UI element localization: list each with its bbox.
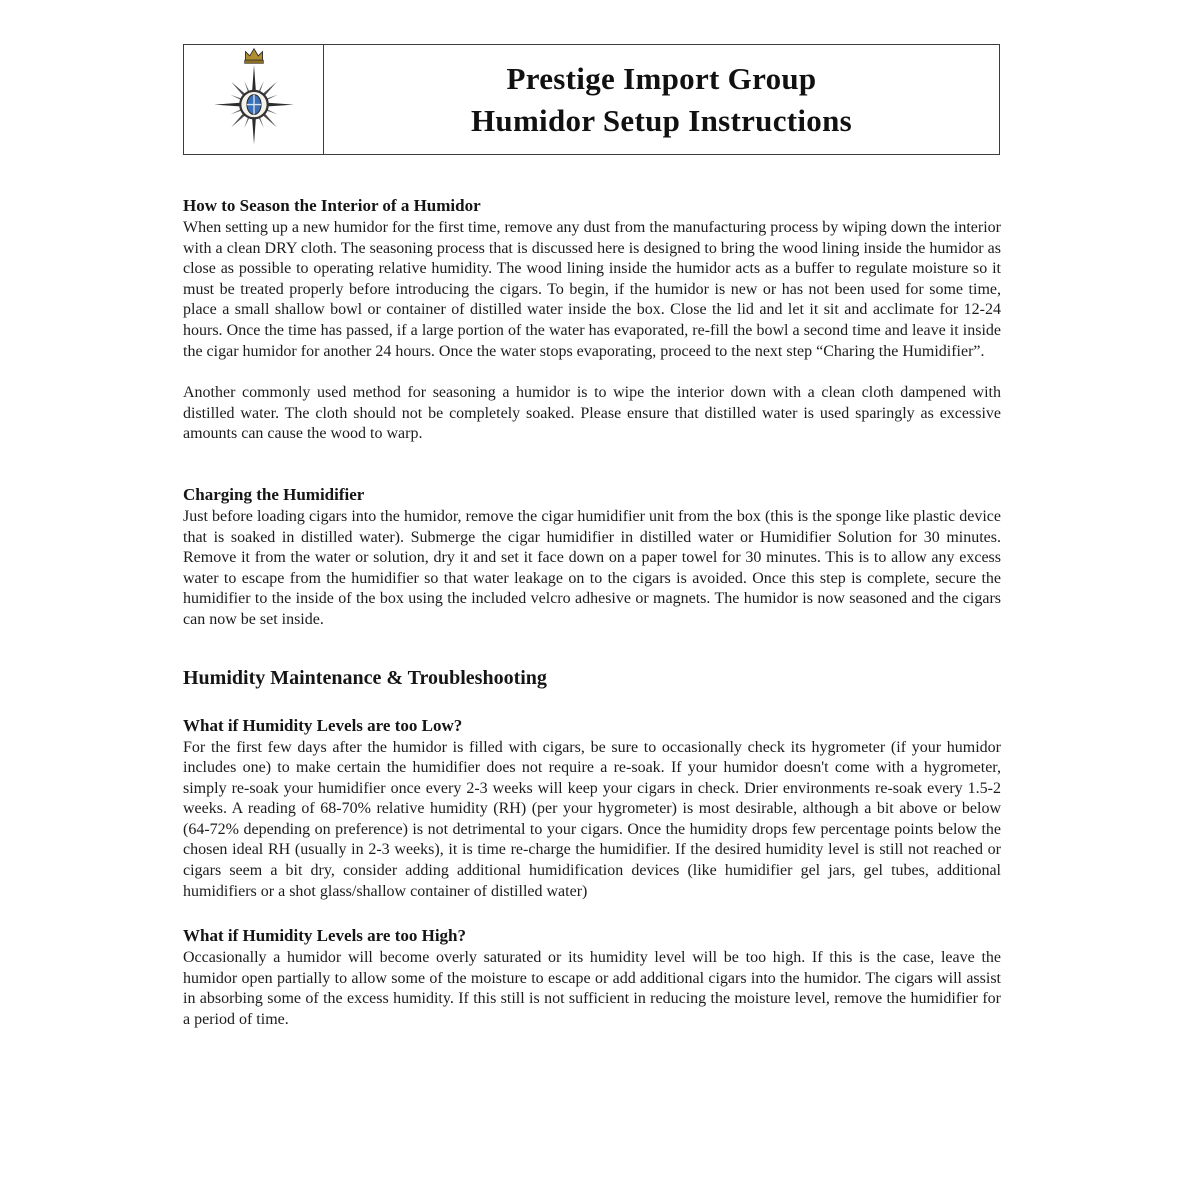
header-title-block	[324, 45, 999, 154]
prestige-star-emblem-icon	[206, 45, 302, 154]
document-header	[183, 44, 1000, 155]
section-heading-seasoning: How to Season the Interior of a Humidor	[183, 196, 481, 215]
section-heading-charging: Charging the Humidifier	[183, 484, 365, 504]
document-title-line2: Humidor Setup Instructions	[470, 102, 853, 138]
section-heading-humidity-high: What if Humidity Levels are too High?	[183, 926, 467, 946]
document-body	[183, 196, 1001, 1031]
section-heading-humidity-low: What if Humidity Levels are too Low?	[183, 715, 463, 735]
section-heading-maintenance: Humidity Maintenance & Troubleshooting	[183, 666, 547, 689]
logo-cell	[184, 45, 324, 154]
paragraph-humidity-low: For the first few days after the humidor is filled with cigars, be sure to occasionally check its hygrometer (if your humidor includes one) to make certain the humidifier does not require a re-soak. If your humidor doesn't come with a hygrometer, simply re-soak your humidifier once every 2-3 weeks will keep your cigars in check. Drier environments re-soak every 1.5-2 weeks. A reading of 68-70% relative humidity (RH) (per your hygrometer) is most desirable, although a bit above or below (64-72% depending on preference) is not detrimental to your cigars. Once the humidity drops few percentage points below the chosen ideal RH (usually in 2-3 weeks), it is time re-charge the humidifier. If the desired humidity level is still not reached or cigars seem a bit dry, consider adding additional humidification devices (like humidifier gel jars, gel tubes, additional humidifiers or a shot glass/shallow container of distilled water)	[183, 738, 1001, 900]
paragraph-charging: Just before loading cigars into the humidor, remove the cigar humidifier unit from the box (this is the sponge like plastic device that is soaked in distilled water). Submerge the cigar humidifier in distilled water or Humidifier Solution for 30 minutes. Remove it from the water or solution, dry it and set it face down on a paper towel for 30 minutes. This is to allow any excess water to escape from the humidifier so that water leakage on to the cigars is avoided. Once this step is complete, secure the humidifier to the inside of the box using the included velcro adhesive or magnets. The humidor is now seasoned and the cigars can now be set inside.	[183, 507, 1001, 628]
paragraph-seasoning-1: When setting up a new humidor for the first time, remove any dust from the manufacturing process by wiping down the interior with a clean DRY cloth. The seasoning process that is discussed here is designed to bring the wood lining inside the humidor as close as possible to operating relative humidity. The wood lining inside the humidor acts as a buffer to regulate moisture so it must be treated properly before introducing the cigars. To begin, if the humidor is new or has not been used for some time, place a small shallow bowl or container of distilled water inside the box. Close the lid and let it sit and acclimate for 12-24 hours. Once the time has passed, if a large portion of the water has evaporated, re-fill the bowl a second time and leave it inside the cigar humidor for another 24 hours. Once the water stops evaporating, proceed to the next step “Charing the Humidifier”.	[183, 219, 1001, 360]
paragraph-seasoning-2: Another commonly used method for seasoning a humidor is to wipe the interior down with a clean cloth dampened with distilled water. The cloth should not be completely soaked. Please ensure that distilled water is used sparingly as excessive amounts can cause the wood to warp.	[183, 384, 1001, 443]
paragraph-humidity-high: Occasionally a humidor will become overly saturated or its humidity level will be too high. If this is the case, leave the humidor open partially to allow some of the moisture to escape or add additional cigars into the humidor. The cigars will assist in absorbing some of the excess humidity. If this still is not sufficient in reducing the moisture level, remove the humidifier for a period of time.	[183, 949, 1001, 1029]
document-title-line1: Prestige Import Group	[506, 60, 817, 96]
